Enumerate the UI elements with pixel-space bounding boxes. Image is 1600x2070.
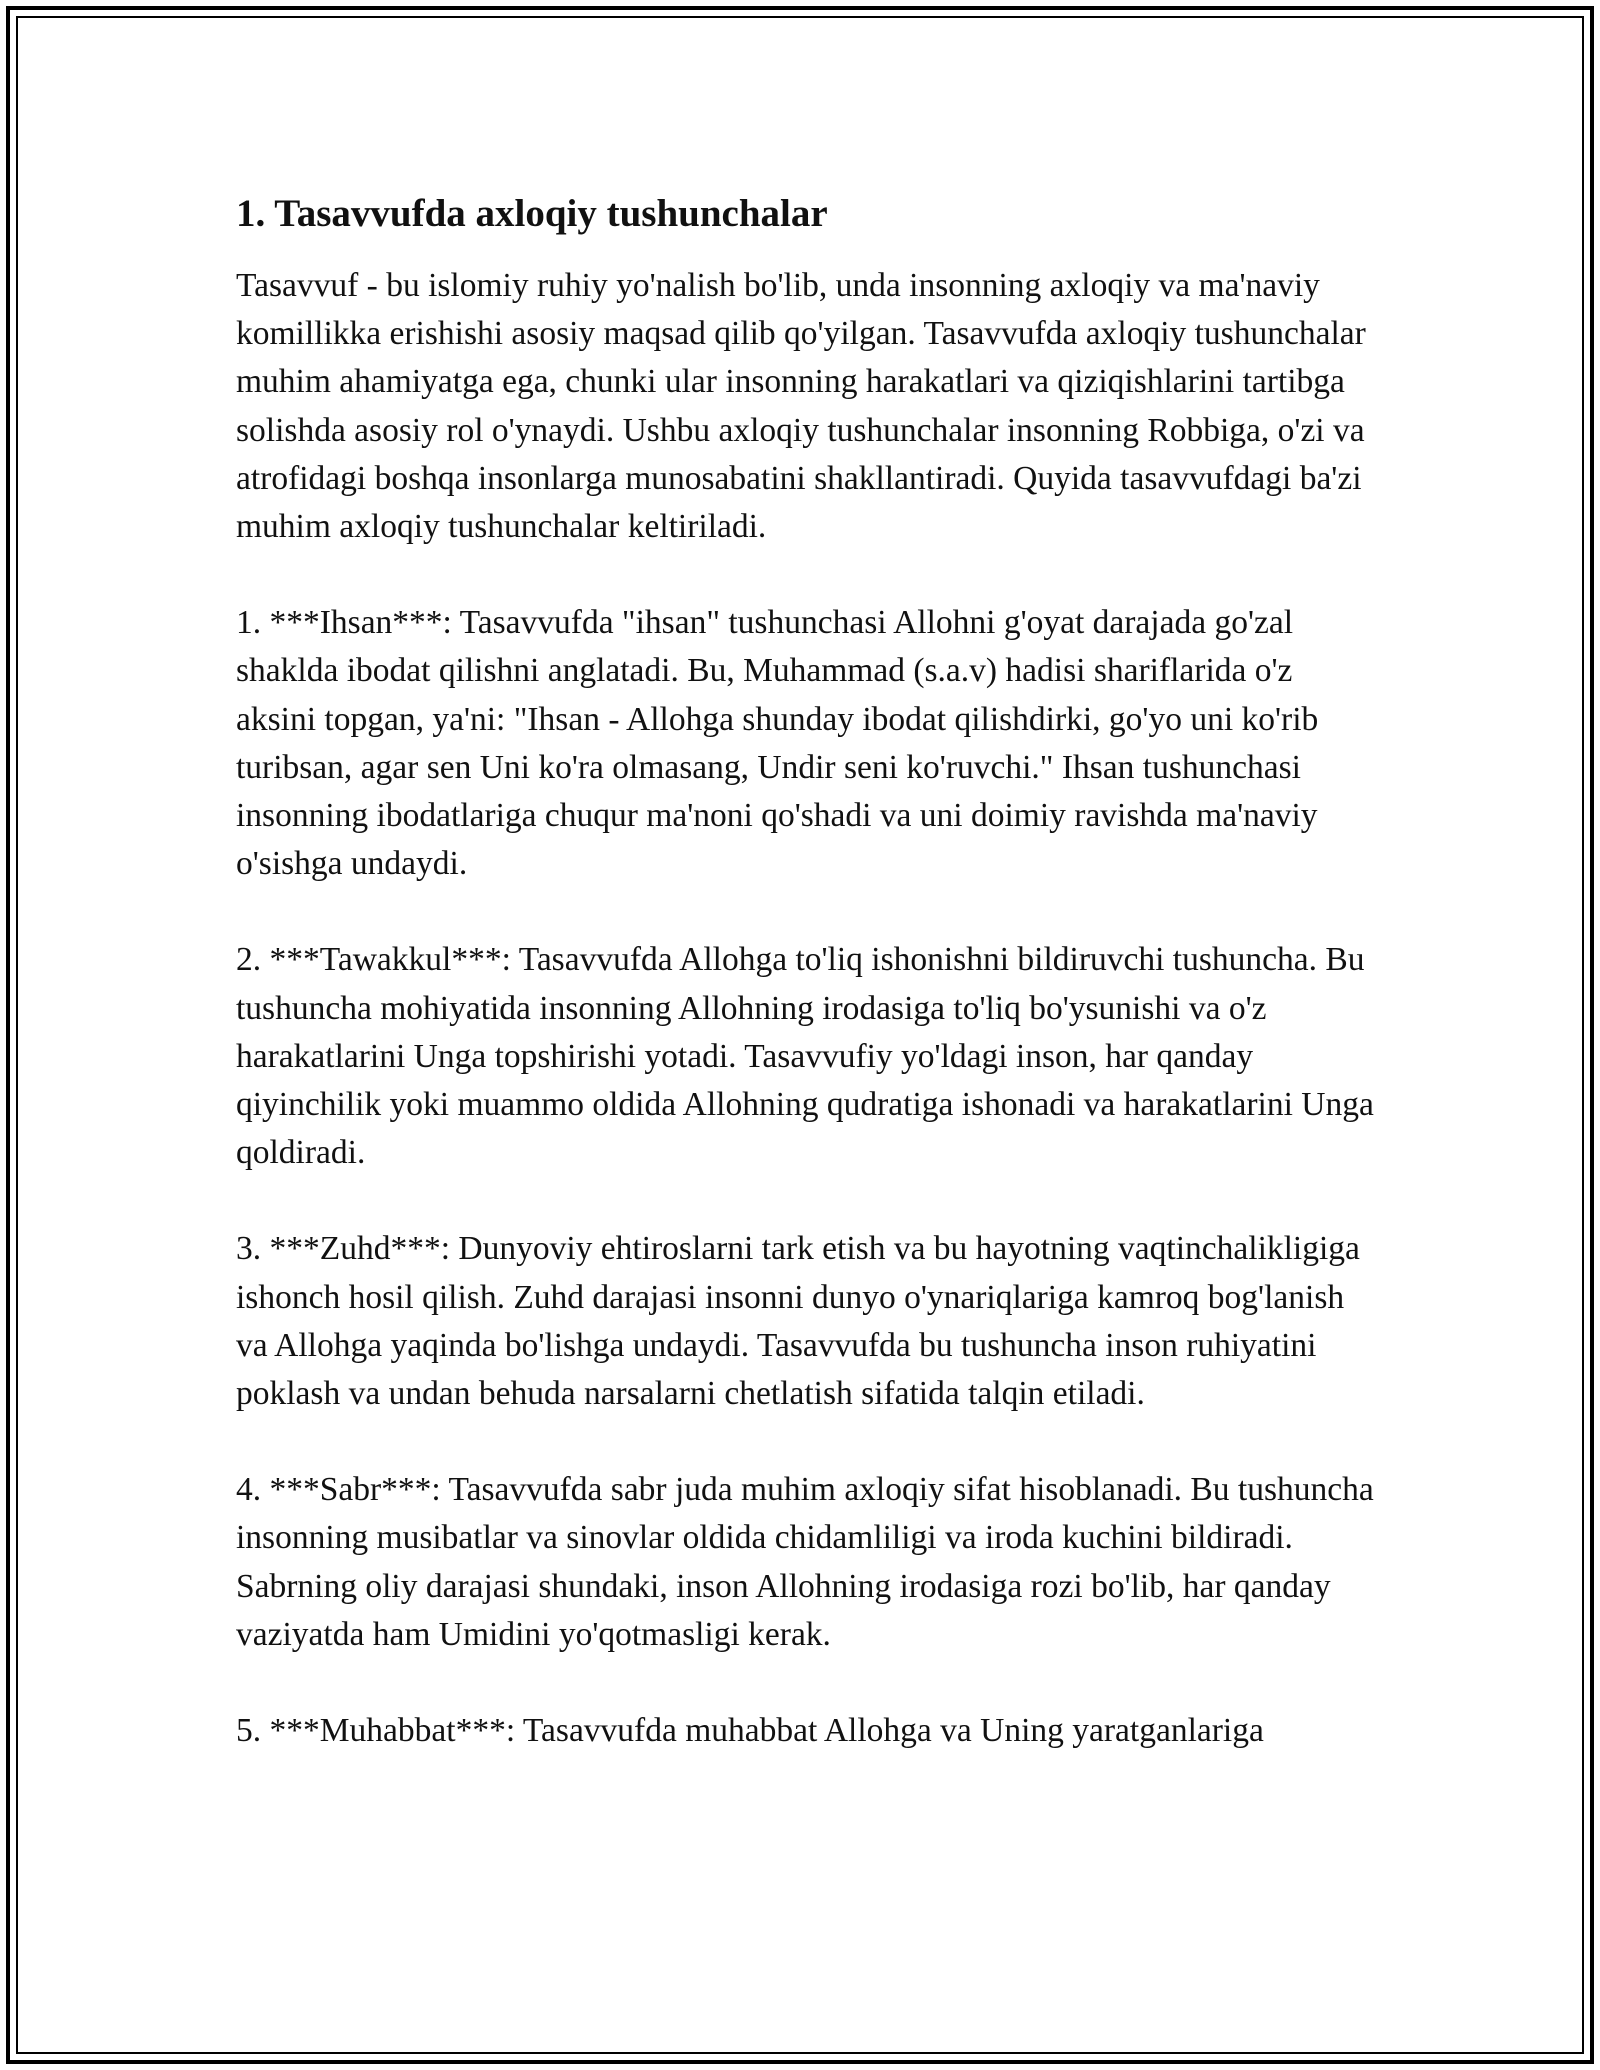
zuhd-paragraph: 3. ***Zuhd***: Dunyoviy ehtiroslarni tark etish va bu hayotning vaqtinchalikligiga ishonch hosil qilish. Zuhd darajasi insonni dunyo o'ynariqlariga kamroq bog'lanish va Allohga yaqinda bo'lishga undaydi. Tasavvufda bu tushuncha inson ruhiyatini poklash va undan behuda narsalarni chetlatish sifatida talqin etiladi.: [236, 1230, 1360, 1413]
ihsan-paragraph: 1. ***Ihsan***: Tasavvufda "ihsan" tushunchasi Allohni g'oyat darajada go'zal shaklda ibodat qilishni anglatadi. Bu, Muhammad (s.a.v) hadisi shariflarida o'z aksini topgan, ya'ni: "Ihsan - Allohga shunday ibodat qilishdirki, go'yo uni ko'rib turibsan, agar sen Uni ko'ra olmasang, Undir seni ko'ruvchi." Ihsan tushunchasi insonning ibodatlariga chuqur ma'noni qo'shadi va uni doimiy ravishda ma'naviy o'sishga undaydi.: [236, 604, 1319, 883]
document-body: [236, 186, 1376, 1803]
sabr-paragraph: 4. ***Sabr***: Tasavvufda sabr juda muhim axloqiy sifat hisoblanadi. Bu tushuncha insonning musibatlar va sinovlar oldida chidamliligi va iroda kuchini bildiradi. Sabrning oliy darajasi shundaki, inson Allohning irodasiga rozi bo'lib, har qanday vaziyatda ham Umidini yo'qotmasligi kerak.: [236, 1471, 1374, 1653]
tawakkul-paragraph: 2. ***Tawakkul***: Tasavvufda Allohga to'liq ishonishni bildiruvchi tushuncha. Bu tushuncha mohiyatida insonning Allohning irodasiga to'liq bo'ysunishi va o'z harakatlarini Unga topshirishi yotadi. Tasavvufiy yo'ldagi inson, har qanday qiyinchilik yoki muammo oldida Allohning qudratiga ishonadi va harakatlarini Unga qoldiradi.: [236, 941, 1374, 1172]
intro-paragraph: Tasavvuf - bu islomiy ruhiy yo'nalish bo'lib, unda insonning axloqiy va ma'naviy komillikka erishishi asosiy maqsad qilib qo'yilgan. Tasavvufda axloqiy tushunchalar muhim ahamiyatga ega, chunki ular insonning harakatlari va qiziqishlarini tartibga solishda asosiy rol o'ynaydi. Ushbu axloqiy tushunchalar insonning Robbiga, o'zi va atrofidagi boshqa insonlarga munosabatini shakllantiradi. Quyida tasavvufdagi ba'zi muhim axloqiy tushunchalar keltiriladi.: [236, 267, 1366, 546]
muhabbat-paragraph: 5. ***Muhabbat***: Tasavvufda muhabbat Allohga va Uning yaratganlariga: [236, 1712, 1264, 1750]
section-heading: 1. Tasavvufda axloqiy tushunchalar: [236, 192, 828, 235]
